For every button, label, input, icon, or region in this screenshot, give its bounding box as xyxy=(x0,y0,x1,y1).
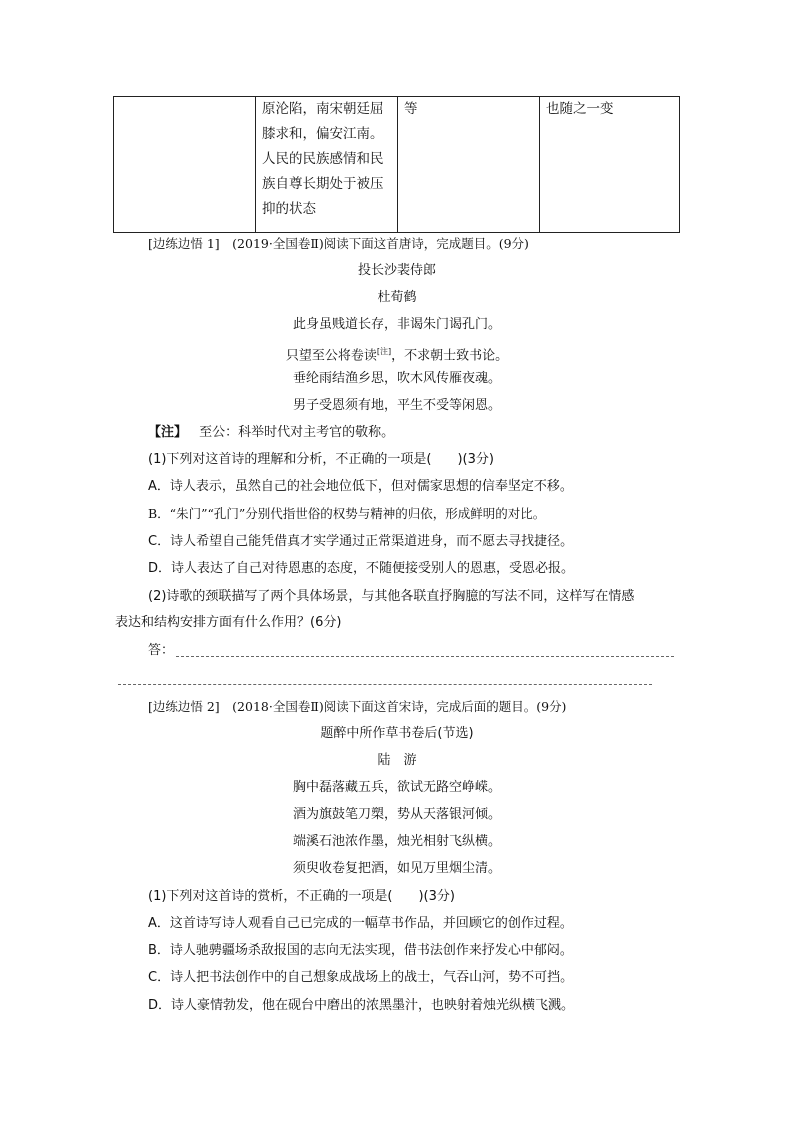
question1-1: (1)下列对这首诗的理解和分析，不正确的一项是( )(3分) xyxy=(148,452,494,467)
option-b: B．“朱门”“孔门”分别代指世俗的权势与精神的归依，形成鲜明的对比。 xyxy=(148,506,546,521)
table-divider xyxy=(397,97,398,232)
note-text: 至公：科举时代对主考官的敬称。 xyxy=(199,425,395,440)
note-label: 【注】 xyxy=(148,425,188,440)
poem1-line-1: 此身虽贱道长存，非谒朱门谒孔门。 xyxy=(292,317,501,332)
option-c: C．诗人把书法创作中的自己想象成战场上的战士，气吞山河，势不可挡。 xyxy=(148,970,574,985)
poem2-author: 陆 游 xyxy=(377,753,417,768)
answer-label: 答： xyxy=(148,643,175,658)
poem2-line-4: 须臾收卷复把酒，如见万里烟尘清。 xyxy=(292,861,501,876)
option-b: B．诗人驰骋疆场杀敌报国的志向无法实现，借书法创作来抒发心中郁闷。 xyxy=(148,943,573,958)
table-cell-col3: 等 xyxy=(404,101,418,117)
poem2-title: 题醉中所作草书卷后(节选) xyxy=(320,726,474,741)
poem2-line-3: 端溪石池浓作墨，烛光相射飞纵横。 xyxy=(292,834,501,849)
option-d: D．诗人豪情勃发，他在砚台中磨出的浓黑墨汁，也映射着烛光纵横飞溅。 xyxy=(148,998,575,1013)
answer-line[interactable] xyxy=(176,656,674,657)
poem1-author: 杜荀鹤 xyxy=(377,290,417,305)
poem2-line-2: 酒为旗鼓笔刀槊，势从天落银河倾。 xyxy=(292,807,501,822)
option-d: D．诗人表达了自己对待恩惠的态度，不随便接受别人的恩惠，受恩必报。 xyxy=(148,561,575,576)
table-cell-col2 xyxy=(262,97,384,222)
table-cell-line: 膝求和，偏安江南。 xyxy=(262,126,384,142)
option-a: A．这首诗写诗人观看自己已完成的一幅草书作品，并回顾它的创作过程。 xyxy=(148,916,573,931)
question1-2-line1: (2)诗歌的颈联描写了两个具体场景，与其他各联直抒胸臆的写法不同，这样写在情感 xyxy=(148,589,635,604)
section2-header: [边练边悟 2] (2018·全国卷Ⅱ)阅读下面这首宋诗，完成后面的题目。(9分) xyxy=(148,699,567,714)
poem1-line-2 xyxy=(0,343,794,365)
table-cell-line: 原沦陷，南宋朝廷屈 xyxy=(262,101,384,117)
poem2-line-1: 胸中磊落藏五兵，欲试无路空峥嵘。 xyxy=(292,780,501,795)
section1-header: [边练边悟 1] (2019·全国卷Ⅱ)阅读下面这首唐诗，完成题目。(9分) xyxy=(148,236,529,251)
table-fragment xyxy=(113,96,680,233)
poem1-line-2-b: ，不求朝士致书论。 xyxy=(391,348,509,364)
option-c: C．诗人希望自己能凭借真才实学通过正常渠道进身，而不愿去寻找捷径。 xyxy=(148,534,574,549)
poem1-note xyxy=(148,424,394,442)
table-cell-line: 人民的民族感情和民 xyxy=(262,151,384,167)
table-cell-line: 抑的状态 xyxy=(262,201,316,217)
table-divider xyxy=(255,97,256,232)
poem1-line-3: 垂纶雨结渔乡思，吹木风传雁夜魂。 xyxy=(292,371,501,386)
poem1-line-2-a: 只望至公将卷读 xyxy=(285,348,377,364)
poem1-note-mark: [注] xyxy=(376,347,392,356)
poem1-line-4: 男子受恩须有地，平生不受等闲恩。 xyxy=(292,398,501,413)
question2-1: (1)下列对这首诗的赏析，不正确的一项是( )(3分) xyxy=(148,889,455,904)
answer-line[interactable] xyxy=(118,684,652,685)
option-a: A．诗人表示，虽然自己的社会地位低下，但对儒家思想的信奉坚定不移。 xyxy=(148,479,573,494)
question1-2-line2: 表达和结构安排方面有什么作用？(6分) xyxy=(115,615,342,630)
poem1-title: 投长沙裴侍郎 xyxy=(357,263,436,278)
table-cell-line: 族自尊长期处于被压 xyxy=(262,176,384,192)
table-cell-col4: 也随之一变 xyxy=(546,101,614,117)
table-divider xyxy=(539,97,540,232)
